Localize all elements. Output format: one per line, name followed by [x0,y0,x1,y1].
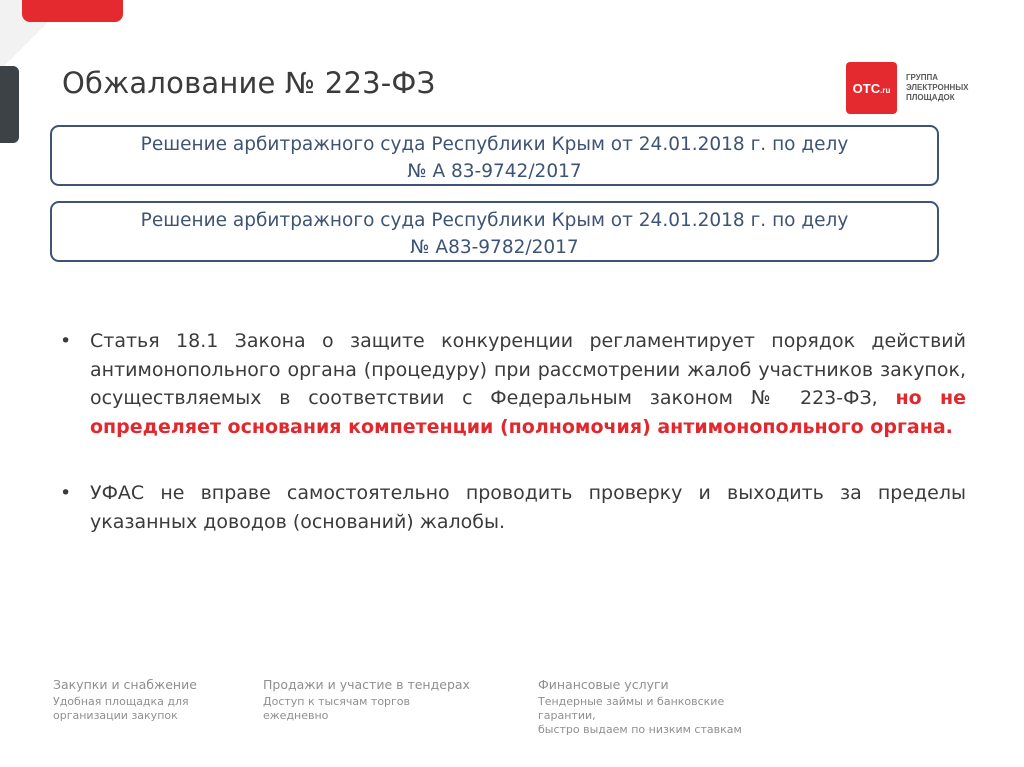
bullet-list [56,327,966,536]
footer-column-sales [263,677,473,723]
footer-column-title: Финансовые услуги [538,677,669,692]
bullet-marker: • [60,330,72,352]
footer-column-line: организации закупок [53,709,178,722]
slide-title: Обжалование № 223-ФЗ [62,66,436,100]
top-red-tab [22,0,123,22]
otc-logo [846,62,976,114]
logo-caption-line-2: ЭЛЕКТРОННЫХ [906,83,969,92]
footer-column-title: Закупки и снабжение [53,677,197,692]
logo-mark-text: OTC.ru [852,80,891,96]
footer-column-procurement [53,677,223,723]
otc-logo-mark [846,62,897,114]
footer-column-finance [538,677,768,737]
bullet-item-ufas [56,479,966,536]
court-decision-1-line-2: № А 83-9742/2017 [407,161,582,182]
logo-caption-line-3: ПЛОЩАДОК [906,93,955,102]
court-decision-1-line-1: Решение арбитражного суда Республики Крым от 24.01.2018 г. по делу [140,134,849,155]
bullet-text: Статья 18.1 Закона о защите конкуренции регламентирует порядок действий антимонопольного органа (процедуру) при рассмотрении жалоб участников закупок, осуществляемых в соответствии с Федеральным законом № 223-ФЗ, [90,330,966,409]
logo-caption [906,73,984,103]
bullet-highlight: но не определяет основания компетенции (полномочия) антимонопольного органа. [90,387,967,438]
court-decision-2-line-1: Решение арбитражного суда Республики Крым от 24.01.2018 г. по делу [140,210,849,231]
bullet-item-article [56,327,966,441]
court-decision-box-2 [50,201,939,262]
footer-column-line: Тендерные займы и банковские [538,695,725,708]
side-accent-bar [0,66,19,143]
bullet-text: УФАС не вправе самостоятельно проводить проверку и выходить за пределы указанных доводов (оснований) жалобы. [90,482,966,533]
bullet-marker: • [60,482,72,504]
footer-column-line: быстро выдаем по низким ставкам [538,723,742,736]
logo-caption-line-1: ГРУППА [906,73,939,82]
footer-column-line: гарантии, [538,709,596,722]
footer-column-line: ежедневно [263,709,329,722]
footer-column-line: Удобная площадка для [53,695,189,708]
footer-column-line: Доступ к тысячам торгов [263,695,411,708]
court-decision-2-line-2: № А83-9782/2017 [410,237,579,258]
footer-column-title: Продажи и участие в тендерах [263,677,470,692]
court-decision-box-1 [50,125,939,186]
